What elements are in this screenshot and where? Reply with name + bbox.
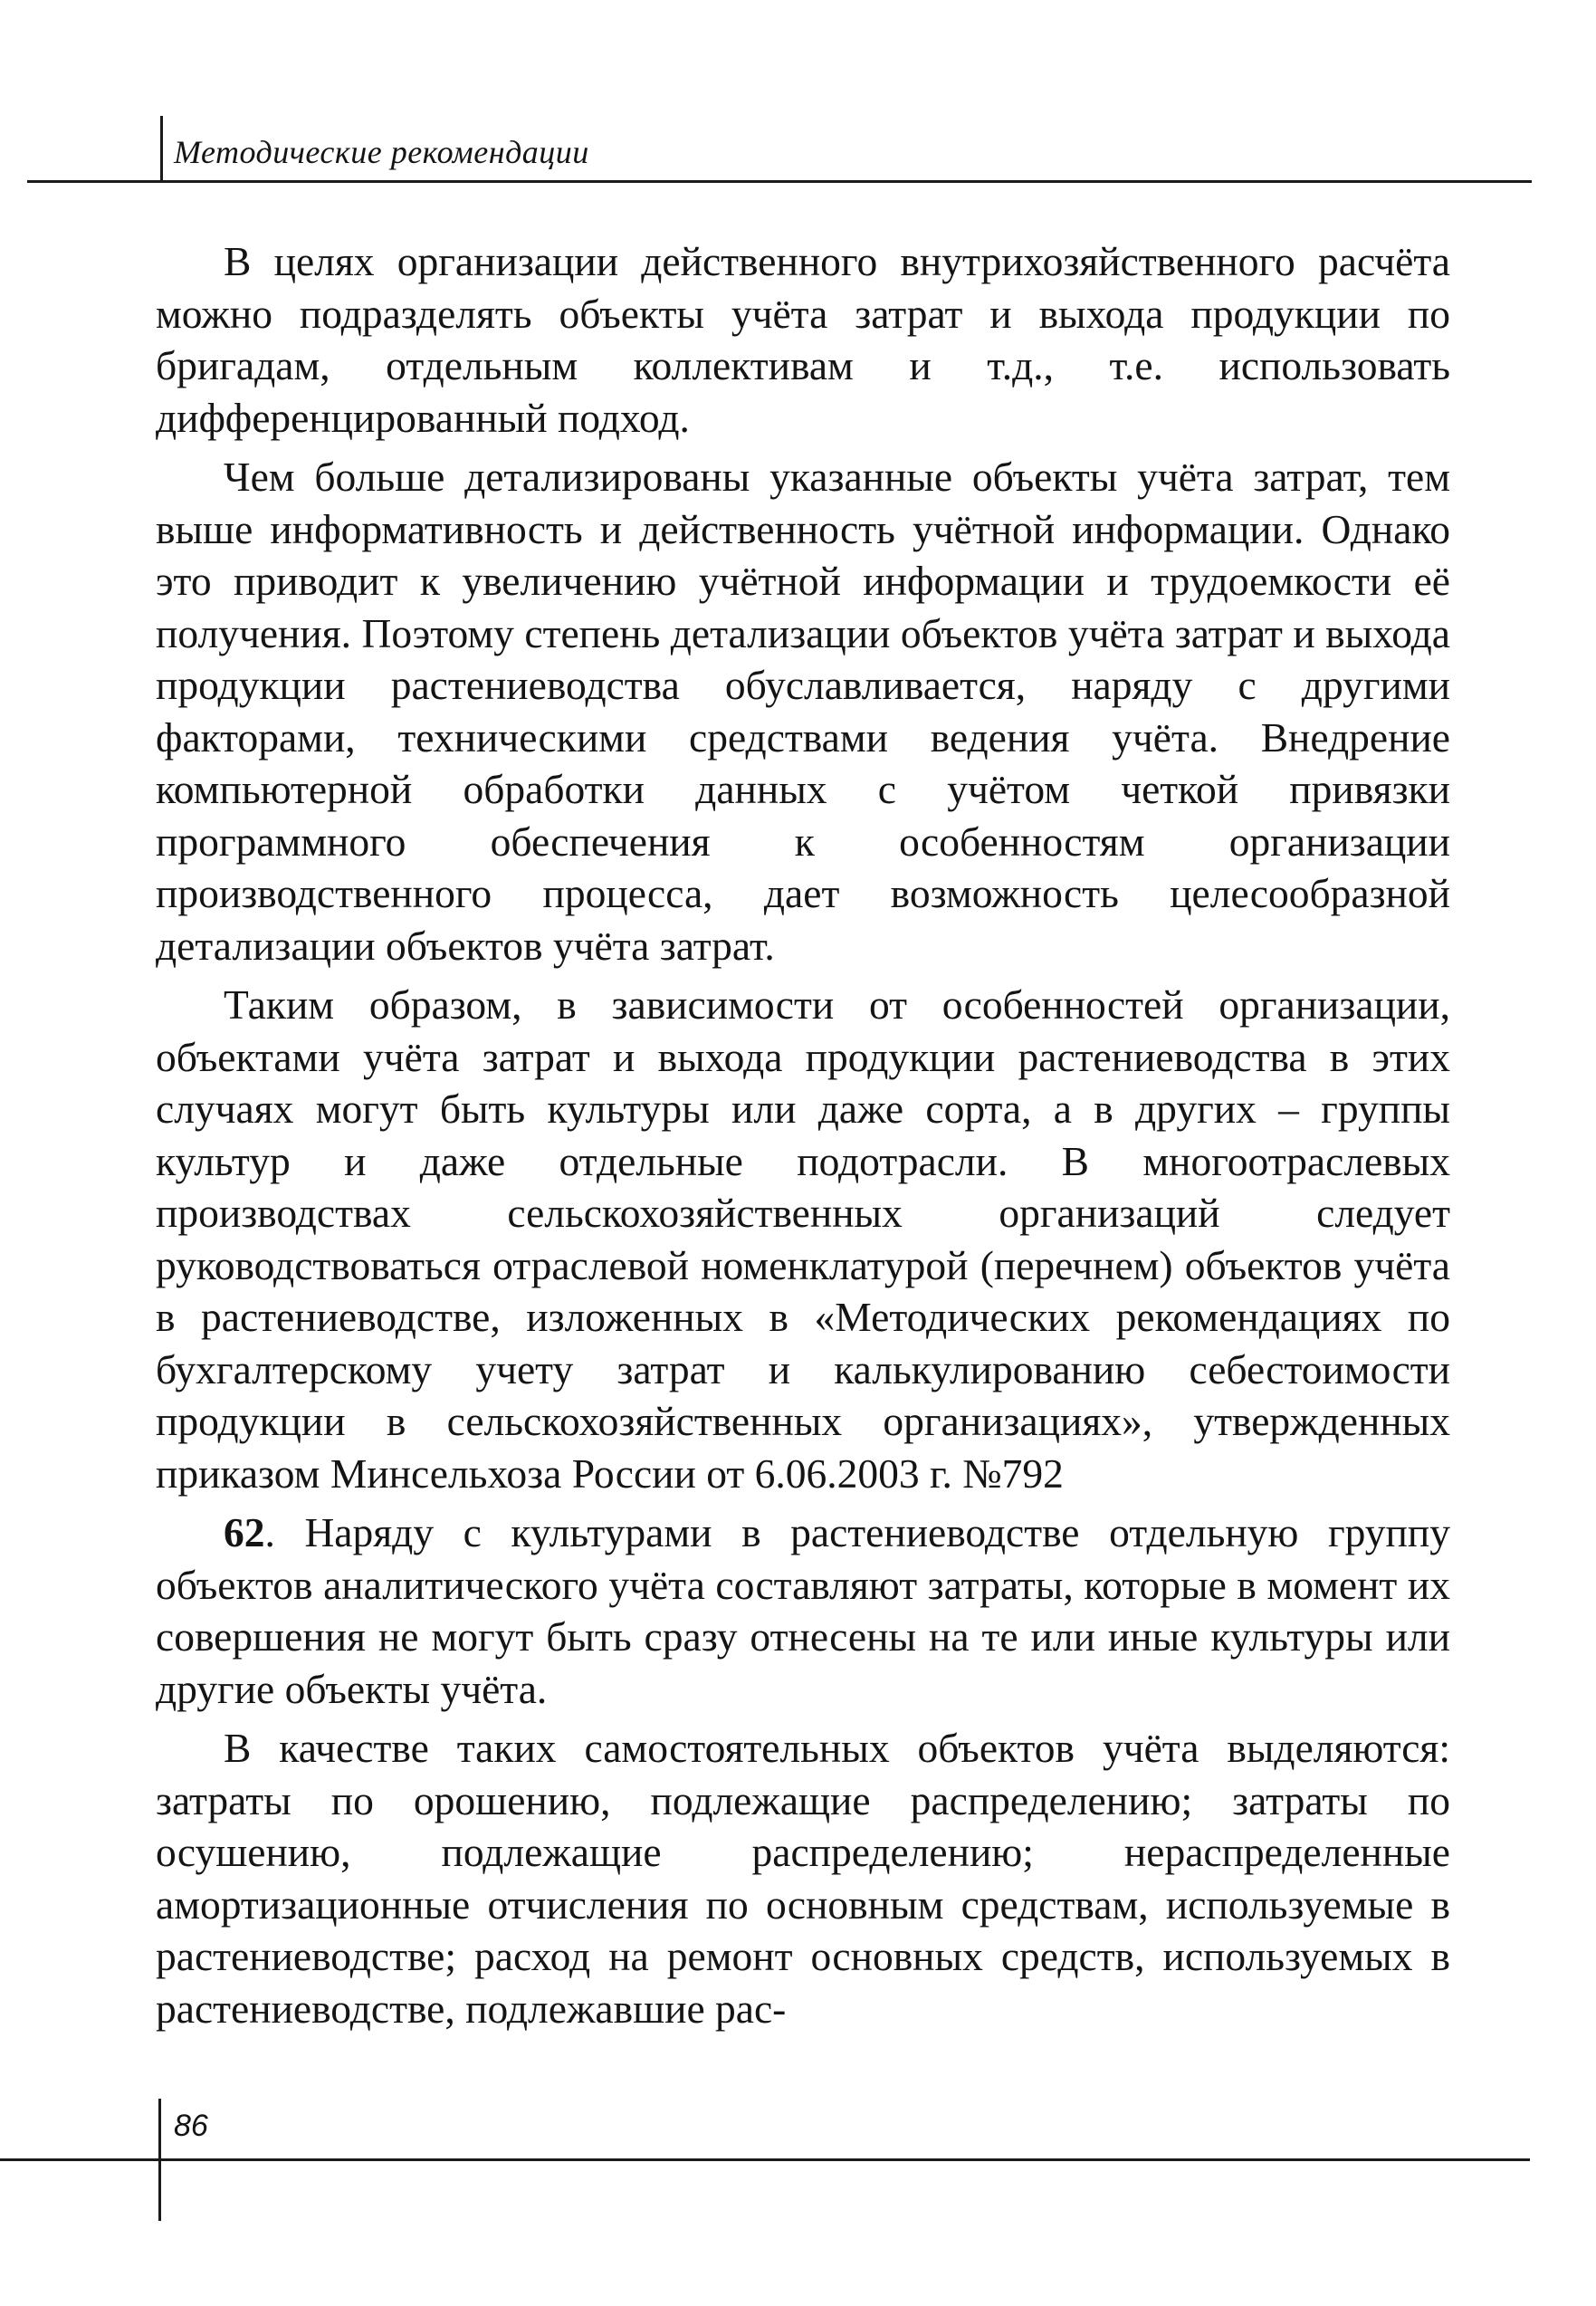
- paragraph-3: Таким образом, в зависимости от особенностей организации, объектами учёта затрат и выхода продукции растениеводства в этих случаях могут быть культуры или даже сорта, а в других – группы культур и даже отдельные подотрасли. В многоотраслевых производствах сельскохозяйственных организаций следует руководствоваться отраслевой номенклатурой (перечнем) объектов учёта в растениеводстве, изложенных в «Методических рекомендациях по бухгалтерскому учету затрат и калькулированию себестоимости продукции в сельскохозяйственных организациях», утвержденных приказом Минсельхоза России от 6.06.2003 г. №792: [156, 981, 1450, 1497]
- running-title: Методические рекомендации: [174, 134, 589, 170]
- page-body: [156, 235, 1450, 2042]
- clause-number: 62: [224, 1509, 265, 1555]
- paragraph-1: В целях организации действенного внутрихозяйственного расчёта можно подразделять объекты учёта затрат и выхода продукции по бригадам, отдельным коллективам и т.д., т.е. использовать дифференцированный подход.: [156, 238, 1450, 441]
- paragraph-5: В качестве таких самостоятельных объектов учёта выделяются: затраты по орошению, подлежащие распределению; затраты по осушению, подлежащие распределению; нераспределенные амортизационные отчисления по основным средствам, используемые в растениеводстве; расход на ремонт основных средств, используемых в растениеводстве, подлежавшие рас-: [156, 1725, 1450, 2032]
- header-divider-tick: [160, 116, 163, 183]
- paragraph-2: Чем больше детализированы указанные объекты учёта затрат, тем выше информативность и действенность учётной информации. Однако это приводит к увеличению учётной информации и трудоемкости её получения. Поэтому степень детализации объектов учёта затрат и выхода продукции растениеводства обуславливается, наряду с другими факторами, техническими средствами ведения учёта. Внедрение компьютерной обработки данных с учётом четкой привязки программного обеспечения к особенностям организации производственного процесса, дает возможность целесообразной детализации объектов учёта затрат.: [156, 454, 1450, 969]
- paragraph-4: [156, 1507, 1450, 1715]
- page-number: 86: [174, 2109, 208, 2143]
- footer-rule: [0, 2158, 1530, 2161]
- header-rule: [27, 180, 1532, 183]
- paragraph-4-text: . Наряду с культурами в растениеводстве отдельную группу объектов аналитического учёта составляют затраты, которые в момент их совершения не могут быть сразу отнесены на те или иные культуры или другие объекты учёта.: [156, 1509, 1450, 1712]
